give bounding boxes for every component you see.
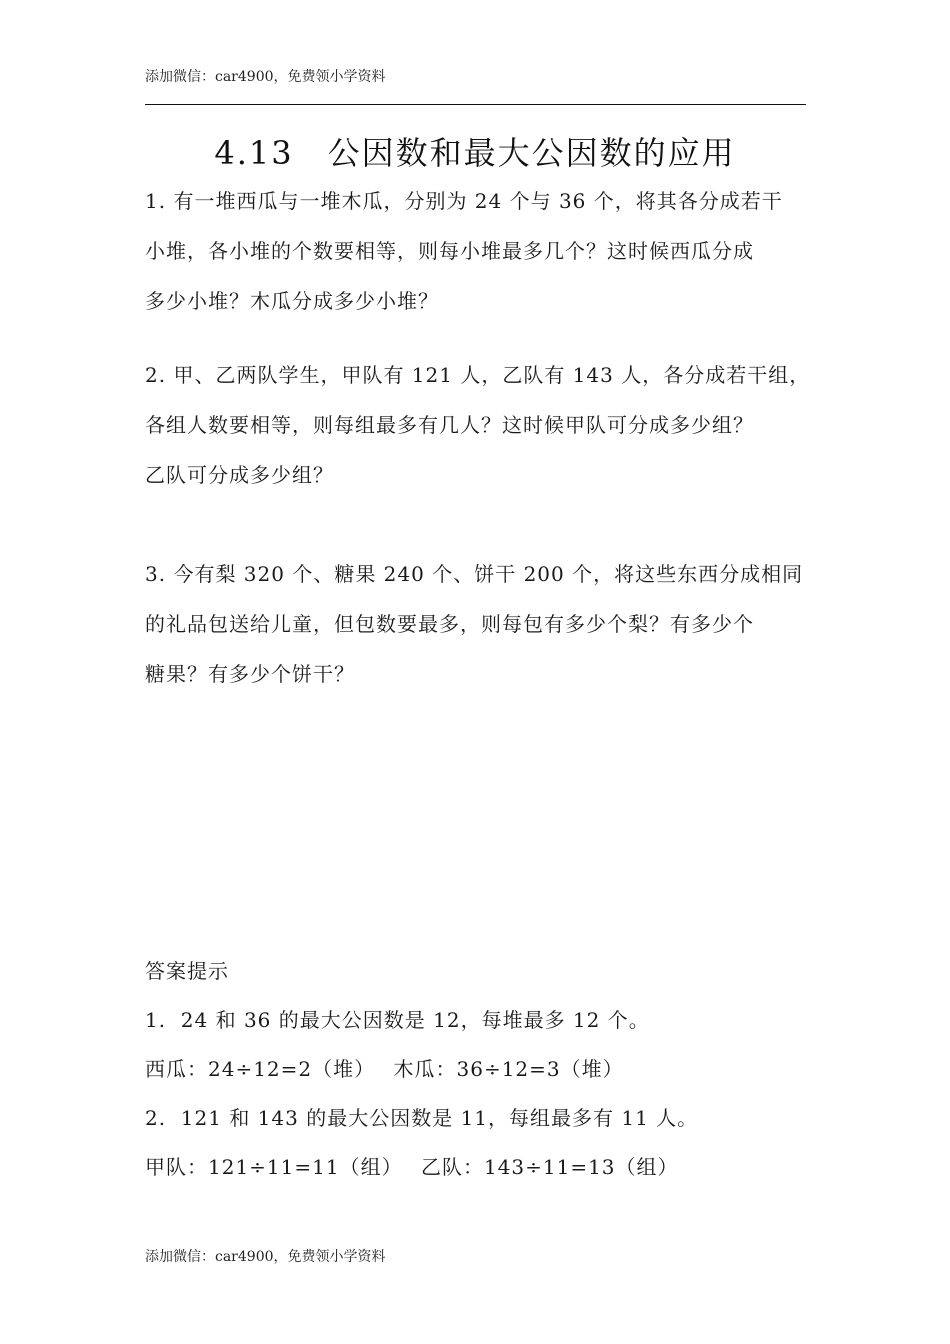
page-title: 4.13 公因数和最大公因数的应用	[214, 134, 736, 172]
question-3-line: 的礼品包送给儿童，但包数要最多，则每包有多少个梨？有多少个	[145, 612, 754, 636]
answer-line: 西瓜：24÷12=2（堆） 木瓜：36÷12=3（堆）	[145, 1057, 624, 1081]
header-note: 添加微信：car4900，免费领小学资料	[145, 69, 386, 85]
question-3-line: 糖果？有多少个饼干？	[145, 662, 355, 686]
header-divider	[145, 104, 806, 105]
answer-section	[145, 947, 810, 1192]
answer-line: 甲队：121÷11=11（组） 乙队：143÷11=13（组）	[145, 1155, 679, 1179]
question-1-line: 多少小堆？木瓜分成多少小堆？	[145, 289, 439, 313]
question-1-line: 小堆，各小堆的个数要相等，则每小堆最多几个？这时候西瓜分成	[145, 239, 754, 263]
answer-line: 2. 121 和 143 的最大公因数是 11，每组最多有 11 人。	[145, 1106, 699, 1130]
footer-note: 添加微信：car4900，免费领小学资料	[145, 1249, 386, 1265]
answer-line: 1. 24 和 36 的最大公因数是 12，每堆最多 12 个。	[145, 1008, 650, 1032]
question-2	[145, 350, 810, 500]
question-2-line: 乙队可分成多少组？	[145, 463, 334, 487]
answer-heading: 答案提示	[145, 959, 229, 983]
question-2-line: 2. 甲、乙两队学生，甲队有 121 人，乙队有 143 人，各分成若干组，	[145, 363, 811, 387]
question-2-line: 各组人数要相等，则每组最多有几人？这时候甲队可分成多少组？	[145, 413, 754, 437]
question-3-line: 3. 今有梨 320 个、糖果 240 个、饼干 200 个，将这些东西分成相同	[145, 562, 804, 586]
question-1	[145, 176, 810, 326]
question-3	[145, 549, 810, 699]
question-1-line: 1. 有一堆西瓜与一堆木瓜，分别为 24 个与 36 个，将其各分成若干	[145, 189, 783, 213]
